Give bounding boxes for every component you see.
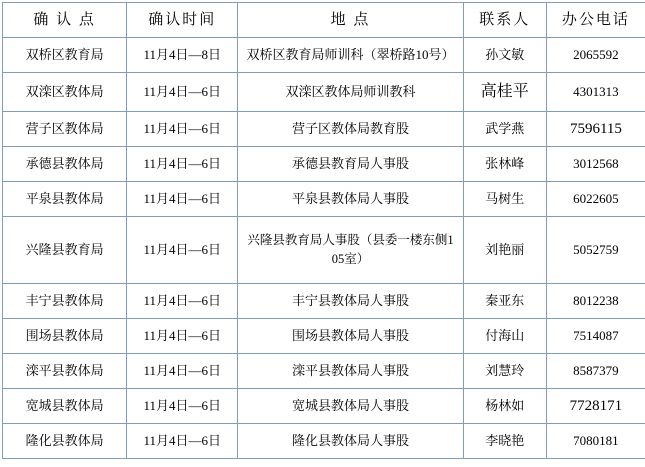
cell-phone: 8587379 bbox=[546, 354, 645, 389]
cell-person: 高桂平 bbox=[463, 73, 546, 112]
cell-person: 张林峰 bbox=[463, 147, 546, 182]
table-row bbox=[3, 284, 645, 319]
cell-org: 宽城县教体局 bbox=[3, 389, 127, 424]
cell-phone: 7080181 bbox=[546, 424, 645, 459]
cell-time: 11月4日—6日 bbox=[127, 424, 238, 459]
cell-person: 李晓艳 bbox=[463, 424, 546, 459]
cell-person: 付海山 bbox=[463, 319, 546, 354]
cell-person: 刘慧玲 bbox=[463, 354, 546, 389]
table-header bbox=[3, 3, 645, 38]
cell-place: 滦平县教体局人事股 bbox=[238, 354, 463, 389]
cell-phone: 8012238 bbox=[546, 284, 645, 319]
cell-phone: 6022605 bbox=[546, 182, 645, 217]
table-row bbox=[3, 147, 645, 182]
table-row bbox=[3, 389, 645, 424]
cell-phone: 7514087 bbox=[546, 319, 645, 354]
cell-org: 隆化县教体局 bbox=[3, 424, 127, 459]
cell-time: 11月4日—6日 bbox=[127, 389, 238, 424]
table-row bbox=[3, 354, 645, 389]
confirmation-points-table bbox=[2, 2, 645, 459]
cell-place: 丰宁县教体局人事股 bbox=[238, 284, 463, 319]
table-body bbox=[3, 38, 645, 459]
column-header-org: 确 认 点 bbox=[3, 3, 127, 38]
cell-place: 承德县教育局人事股 bbox=[238, 147, 463, 182]
document-page bbox=[0, 2, 645, 467]
cell-time: 11月4日—8日 bbox=[127, 38, 238, 73]
cell-org: 双桥区教育局 bbox=[3, 38, 127, 73]
cell-org: 双滦区教体局 bbox=[3, 73, 127, 112]
table-row bbox=[3, 38, 645, 73]
cell-org: 丰宁县教体局 bbox=[3, 284, 127, 319]
table-row bbox=[3, 182, 645, 217]
cell-org: 平泉县教体局 bbox=[3, 182, 127, 217]
cell-place: 围场县教体局人事股 bbox=[238, 319, 463, 354]
cell-org: 滦平县教体局 bbox=[3, 354, 127, 389]
cell-place: 营子区教体局教育股 bbox=[238, 112, 463, 147]
cell-phone: 5052759 bbox=[546, 217, 645, 284]
cell-place: 双滦区教体局师训教科 bbox=[238, 73, 463, 112]
table-row bbox=[3, 319, 645, 354]
cell-time: 11月4日—6日 bbox=[127, 284, 238, 319]
cell-person: 武学燕 bbox=[463, 112, 546, 147]
cell-time: 11月4日—6日 bbox=[127, 182, 238, 217]
cell-org: 兴隆县教育局 bbox=[3, 217, 127, 284]
cell-place: 兴隆县教育局人事股（县委一楼东侧105室） bbox=[238, 217, 463, 284]
cell-person: 秦亚东 bbox=[463, 284, 546, 319]
cell-place: 双桥区教育局师训科（翠桥路10号） bbox=[238, 38, 463, 73]
cell-person: 马树生 bbox=[463, 182, 546, 217]
column-header-place: 地 点 bbox=[238, 3, 463, 38]
cell-person: 孙文敏 bbox=[463, 38, 546, 73]
column-header-time: 确认时间 bbox=[127, 3, 238, 38]
cell-time: 11月4日—6日 bbox=[127, 354, 238, 389]
cell-time: 11月4日—6日 bbox=[127, 112, 238, 147]
cell-org: 承德县教体局 bbox=[3, 147, 127, 182]
table-row bbox=[3, 424, 645, 459]
cell-org: 围场县教体局 bbox=[3, 319, 127, 354]
cell-phone: 7728171 bbox=[546, 389, 645, 424]
cell-place: 宽城县教体局人事股 bbox=[238, 389, 463, 424]
column-header-phone: 办公电话 bbox=[546, 3, 645, 38]
cell-org: 营子区教体局 bbox=[3, 112, 127, 147]
table-row bbox=[3, 73, 645, 112]
table-row bbox=[3, 112, 645, 147]
cell-phone: 4301313 bbox=[546, 73, 645, 112]
cell-time: 11月4日—6日 bbox=[127, 217, 238, 284]
cell-time: 11月4日—6日 bbox=[127, 73, 238, 112]
cell-place: 平泉县教体局人事股 bbox=[238, 182, 463, 217]
cell-person: 杨林如 bbox=[463, 389, 546, 424]
cell-phone: 2065592 bbox=[546, 38, 645, 73]
cell-time: 11月4日—6日 bbox=[127, 319, 238, 354]
column-header-person: 联系人 bbox=[463, 3, 546, 38]
cell-time: 11月4日—6日 bbox=[127, 147, 238, 182]
table-row bbox=[3, 217, 645, 284]
table-header-row bbox=[3, 3, 645, 38]
cell-person: 刘艳丽 bbox=[463, 217, 546, 284]
cell-phone: 7596115 bbox=[546, 112, 645, 147]
cell-place: 隆化县教体局人事股 bbox=[238, 424, 463, 459]
cell-phone: 3012568 bbox=[546, 147, 645, 182]
